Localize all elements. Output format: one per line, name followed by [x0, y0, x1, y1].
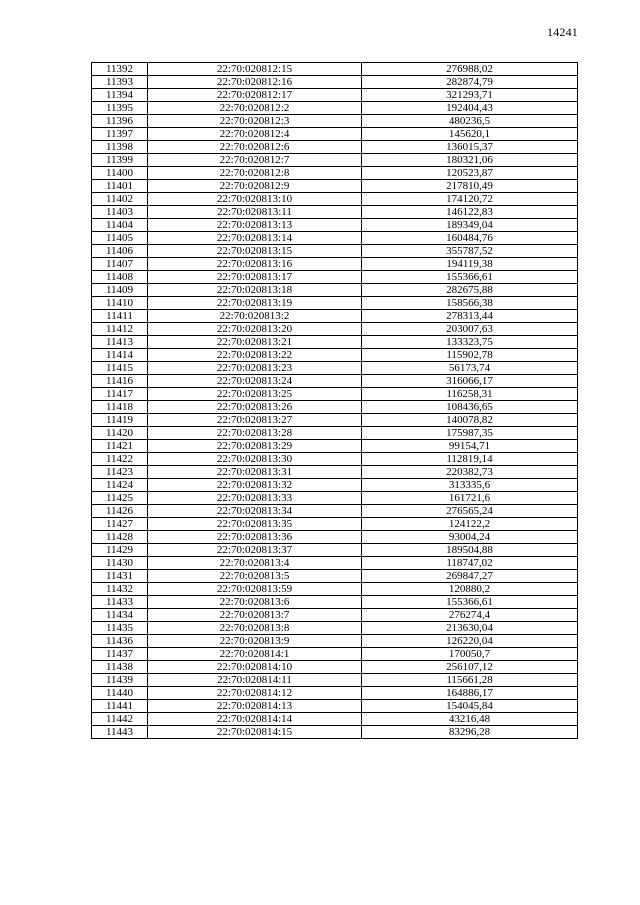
row-number-cell: 11427	[92, 518, 148, 531]
table-row	[92, 661, 578, 674]
cadastral-number-cell: 22:70:020813:6	[148, 596, 362, 609]
value-cell: 180321,06	[362, 154, 578, 167]
row-number-cell: 11442	[92, 713, 148, 726]
value-cell: 276565,24	[362, 505, 578, 518]
value-cell: 174120,72	[362, 193, 578, 206]
value-cell: 321293,71	[362, 89, 578, 102]
value-cell: 115902,78	[362, 349, 578, 362]
cadastral-number-cell: 22:70:020813:28	[148, 427, 362, 440]
row-number-cell: 11439	[92, 674, 148, 687]
cadastral-number-cell: 22:70:020813:18	[148, 284, 362, 297]
cadastral-number-cell: 22:70:020814:13	[148, 700, 362, 713]
value-cell: 145620,1	[362, 128, 578, 141]
value-cell: 192404,43	[362, 102, 578, 115]
row-number-cell: 11394	[92, 89, 148, 102]
row-number-cell: 11433	[92, 596, 148, 609]
row-number-cell: 11429	[92, 544, 148, 557]
value-cell: 316066,17	[362, 375, 578, 388]
row-number-cell: 11416	[92, 375, 148, 388]
value-cell: 155366,61	[362, 596, 578, 609]
row-number-cell: 11441	[92, 700, 148, 713]
table-row	[92, 128, 578, 141]
row-number-cell: 11408	[92, 271, 148, 284]
cadastral-number-cell: 22:70:020813:14	[148, 232, 362, 245]
row-number-cell: 11404	[92, 219, 148, 232]
table-row	[92, 453, 578, 466]
cadastral-number-cell: 22:70:020813:11	[148, 206, 362, 219]
value-cell: 355787,52	[362, 245, 578, 258]
table-row	[92, 596, 578, 609]
row-number-cell: 11406	[92, 245, 148, 258]
row-number-cell: 11425	[92, 492, 148, 505]
row-number-cell: 11420	[92, 427, 148, 440]
table-row	[92, 583, 578, 596]
table-row	[92, 609, 578, 622]
row-number-cell: 11430	[92, 557, 148, 570]
cadastral-number-cell: 22:70:020813:31	[148, 466, 362, 479]
table-row	[92, 310, 578, 323]
cadastral-number-cell: 22:70:020813:19	[148, 297, 362, 310]
table-row	[92, 414, 578, 427]
row-number-cell: 11414	[92, 349, 148, 362]
value-cell: 213630,04	[362, 622, 578, 635]
table-row	[92, 362, 578, 375]
cadastral-number-cell: 22:70:020812:4	[148, 128, 362, 141]
row-number-cell: 11393	[92, 76, 148, 89]
cadastral-number-cell: 22:70:020813:2	[148, 310, 362, 323]
table-row	[92, 479, 578, 492]
value-cell: 93004,24	[362, 531, 578, 544]
page-number: 14241	[547, 25, 578, 39]
value-cell: 194119,38	[362, 258, 578, 271]
cadastral-number-cell: 22:70:020813:21	[148, 336, 362, 349]
cadastral-number-cell: 22:70:020813:4	[148, 557, 362, 570]
table-row	[92, 466, 578, 479]
value-cell: 278313,44	[362, 310, 578, 323]
table-row	[92, 76, 578, 89]
row-number-cell: 11411	[92, 310, 148, 323]
table-row	[92, 505, 578, 518]
row-number-cell: 11402	[92, 193, 148, 206]
value-cell: 276988,02	[362, 63, 578, 76]
data-table	[91, 62, 578, 739]
row-number-cell: 11418	[92, 401, 148, 414]
value-cell: 112819,14	[362, 453, 578, 466]
table-row	[92, 284, 578, 297]
cadastral-number-cell: 22:70:020813:23	[148, 362, 362, 375]
cadastral-number-cell: 22:70:020812:6	[148, 141, 362, 154]
cadastral-number-cell: 22:70:020813:5	[148, 570, 362, 583]
cadastral-number-cell: 22:70:020814:14	[148, 713, 362, 726]
table-row	[92, 622, 578, 635]
table-row	[92, 297, 578, 310]
row-number-cell: 11422	[92, 453, 148, 466]
value-cell: 164886,17	[362, 687, 578, 700]
row-number-cell: 11399	[92, 154, 148, 167]
value-cell: 124122,2	[362, 518, 578, 531]
table-row	[92, 518, 578, 531]
row-number-cell: 11396	[92, 115, 148, 128]
row-number-cell: 11432	[92, 583, 148, 596]
table-row	[92, 323, 578, 336]
row-number-cell: 11397	[92, 128, 148, 141]
value-cell: 189349,04	[362, 219, 578, 232]
table-body	[92, 63, 578, 739]
value-cell: 126220,04	[362, 635, 578, 648]
value-cell: 140078,82	[362, 414, 578, 427]
value-cell: 146122,83	[362, 206, 578, 219]
table-row	[92, 271, 578, 284]
value-cell: 269847,27	[362, 570, 578, 583]
table-row	[92, 180, 578, 193]
row-number-cell: 11410	[92, 297, 148, 310]
value-cell: 136015,37	[362, 141, 578, 154]
cadastral-number-cell: 22:70:020812:16	[148, 76, 362, 89]
row-number-cell: 11423	[92, 466, 148, 479]
table-row	[92, 349, 578, 362]
table-row	[92, 648, 578, 661]
row-number-cell: 11401	[92, 180, 148, 193]
table-row	[92, 726, 578, 739]
row-number-cell: 11407	[92, 258, 148, 271]
cadastral-number-cell: 22:70:020813:13	[148, 219, 362, 232]
row-number-cell: 11395	[92, 102, 148, 115]
cadastral-number-cell: 22:70:020813:22	[148, 349, 362, 362]
row-number-cell: 11415	[92, 362, 148, 375]
value-cell: 108436,65	[362, 401, 578, 414]
table-row	[92, 63, 578, 76]
row-number-cell: 11403	[92, 206, 148, 219]
value-cell: 83296,28	[362, 726, 578, 739]
row-number-cell: 11412	[92, 323, 148, 336]
table-row	[92, 115, 578, 128]
table-row	[92, 700, 578, 713]
cadastral-number-cell: 22:70:020812:15	[148, 63, 362, 76]
row-number-cell: 11443	[92, 726, 148, 739]
value-cell: 170050,7	[362, 648, 578, 661]
value-cell: 160484,76	[362, 232, 578, 245]
table-row	[92, 713, 578, 726]
value-cell: 276274,4	[362, 609, 578, 622]
row-number-cell: 11431	[92, 570, 148, 583]
table-row	[92, 401, 578, 414]
value-cell: 120523,87	[362, 167, 578, 180]
value-cell: 175987,35	[362, 427, 578, 440]
cadastral-number-cell: 22:70:020812:3	[148, 115, 362, 128]
row-number-cell: 11435	[92, 622, 148, 635]
cadastral-number-cell: 22:70:020813:34	[148, 505, 362, 518]
cadastral-number-cell: 22:70:020812:8	[148, 167, 362, 180]
table-row	[92, 674, 578, 687]
cadastral-number-cell: 22:70:020813:26	[148, 401, 362, 414]
table-row	[92, 531, 578, 544]
table-row	[92, 570, 578, 583]
cadastral-number-cell: 22:70:020813:20	[148, 323, 362, 336]
value-cell: 480236,5	[362, 115, 578, 128]
row-number-cell: 11419	[92, 414, 148, 427]
row-number-cell: 11437	[92, 648, 148, 661]
cadastral-number-cell: 22:70:020813:24	[148, 375, 362, 388]
row-number-cell: 11434	[92, 609, 148, 622]
cadastral-number-cell: 22:70:020814:15	[148, 726, 362, 739]
cadastral-number-cell: 22:70:020813:16	[148, 258, 362, 271]
value-cell: 313335,6	[362, 479, 578, 492]
row-number-cell: 11398	[92, 141, 148, 154]
table-row	[92, 635, 578, 648]
cadastral-number-cell: 22:70:020812:9	[148, 180, 362, 193]
value-cell: 189504,88	[362, 544, 578, 557]
row-number-cell: 11421	[92, 440, 148, 453]
value-cell: 154045,84	[362, 700, 578, 713]
row-number-cell: 11405	[92, 232, 148, 245]
row-number-cell: 11417	[92, 388, 148, 401]
value-cell: 158566,38	[362, 297, 578, 310]
cadastral-number-cell: 22:70:020813:36	[148, 531, 362, 544]
table-row	[92, 388, 578, 401]
table-row	[92, 245, 578, 258]
table-row	[92, 375, 578, 388]
table-row	[92, 102, 578, 115]
value-cell: 203007,63	[362, 323, 578, 336]
row-number-cell: 11426	[92, 505, 148, 518]
cadastral-number-cell: 22:70:020813:30	[148, 453, 362, 466]
row-number-cell: 11413	[92, 336, 148, 349]
table-row	[92, 141, 578, 154]
cadastral-number-cell: 22:70:020813:10	[148, 193, 362, 206]
table-row	[92, 154, 578, 167]
cadastral-number-cell: 22:70:020812:2	[148, 102, 362, 115]
table-row	[92, 687, 578, 700]
row-number-cell: 11438	[92, 661, 148, 674]
table-row	[92, 557, 578, 570]
row-number-cell: 11409	[92, 284, 148, 297]
cadastral-number-cell: 22:70:020813:8	[148, 622, 362, 635]
table-row	[92, 544, 578, 557]
cadastral-number-cell: 22:70:020813:17	[148, 271, 362, 284]
value-cell: 282675,88	[362, 284, 578, 297]
table-row	[92, 167, 578, 180]
cadastral-number-cell: 22:70:020813:37	[148, 544, 362, 557]
cadastral-number-cell: 22:70:020813:59	[148, 583, 362, 596]
row-number-cell: 11424	[92, 479, 148, 492]
row-number-cell: 11440	[92, 687, 148, 700]
row-number-cell: 11428	[92, 531, 148, 544]
table-row	[92, 193, 578, 206]
cadastral-number-cell: 22:70:020814:1	[148, 648, 362, 661]
cadastral-number-cell: 22:70:020813:25	[148, 388, 362, 401]
table-row	[92, 440, 578, 453]
value-cell: 217810,49	[362, 180, 578, 193]
row-number-cell: 11400	[92, 167, 148, 180]
value-cell: 56173,74	[362, 362, 578, 375]
value-cell: 120880,2	[362, 583, 578, 596]
value-cell: 116258,31	[362, 388, 578, 401]
cadastral-number-cell: 22:70:020813:33	[148, 492, 362, 505]
table-row	[92, 336, 578, 349]
cadastral-number-cell: 22:70:020812:7	[148, 154, 362, 167]
table-row	[92, 492, 578, 505]
value-cell: 256107,12	[362, 661, 578, 674]
cadastral-number-cell: 22:70:020813:27	[148, 414, 362, 427]
value-cell: 155366,61	[362, 271, 578, 284]
row-number-cell: 11436	[92, 635, 148, 648]
cadastral-number-cell: 22:70:020812:17	[148, 89, 362, 102]
table-row	[92, 219, 578, 232]
value-cell: 282874,79	[362, 76, 578, 89]
cadastral-number-cell: 22:70:020813:15	[148, 245, 362, 258]
value-cell: 99154,71	[362, 440, 578, 453]
cadastral-number-cell: 22:70:020813:35	[148, 518, 362, 531]
cadastral-number-cell: 22:70:020813:29	[148, 440, 362, 453]
row-number-cell: 11392	[92, 63, 148, 76]
table-row	[92, 232, 578, 245]
table-row	[92, 206, 578, 219]
value-cell: 43216,48	[362, 713, 578, 726]
value-cell: 161721,6	[362, 492, 578, 505]
value-cell: 118747,02	[362, 557, 578, 570]
value-cell: 220382,73	[362, 466, 578, 479]
cadastral-number-cell: 22:70:020814:11	[148, 674, 362, 687]
cadastral-number-cell: 22:70:020813:7	[148, 609, 362, 622]
cadastral-number-cell: 22:70:020813:9	[148, 635, 362, 648]
cadastral-number-cell: 22:70:020814:10	[148, 661, 362, 674]
table-row	[92, 427, 578, 440]
value-cell: 115661,28	[362, 674, 578, 687]
cadastral-number-cell: 22:70:020813:32	[148, 479, 362, 492]
value-cell: 133323,75	[362, 336, 578, 349]
table-row	[92, 89, 578, 102]
table-row	[92, 258, 578, 271]
cadastral-number-cell: 22:70:020814:12	[148, 687, 362, 700]
